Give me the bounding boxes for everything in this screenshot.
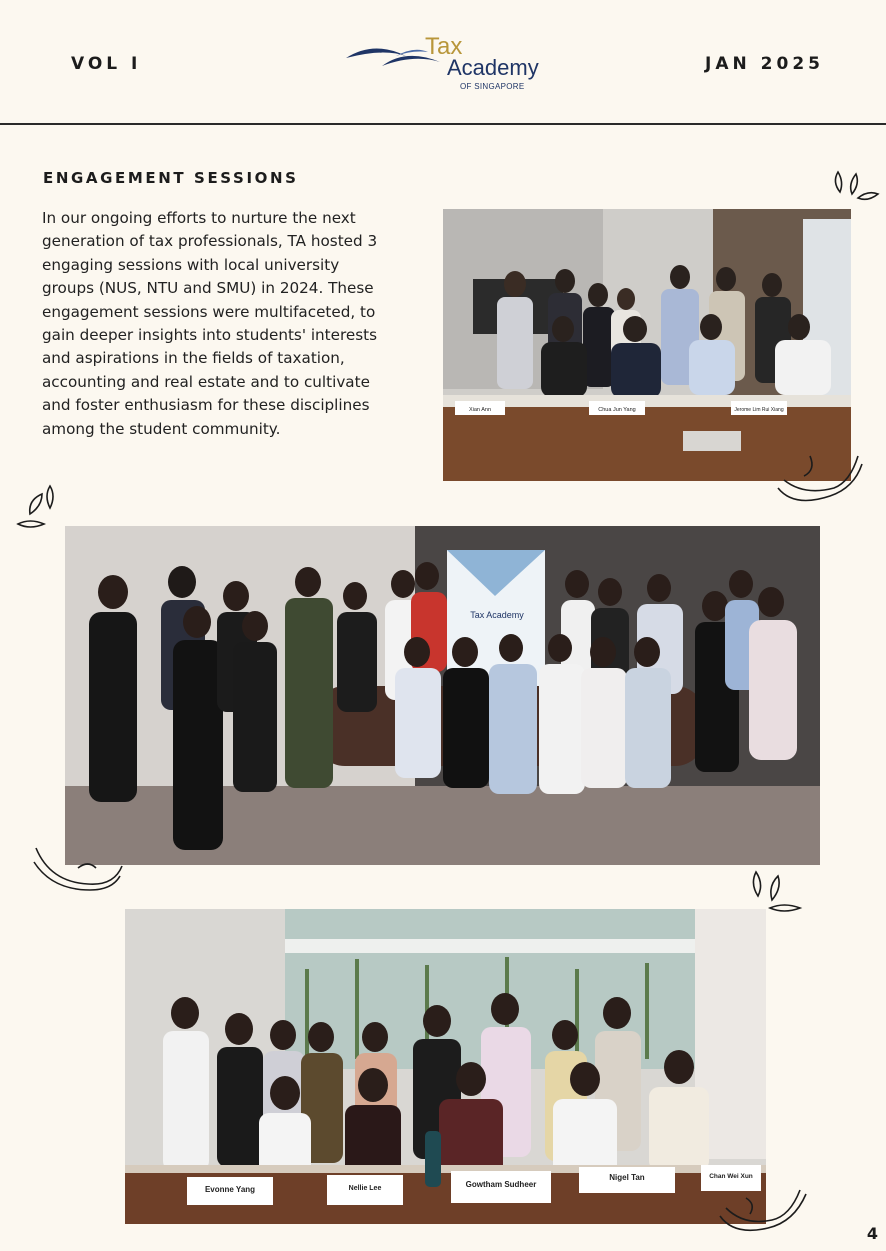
engagement-photo-1 bbox=[443, 209, 851, 481]
engagement-photo-2 bbox=[65, 526, 820, 865]
leaf-doodle-icon bbox=[830, 168, 882, 204]
nameplate-evonne: Evonne Yang bbox=[204, 1185, 256, 1194]
swirl-doodle-icon-2 bbox=[30, 842, 130, 894]
section-title: ENGAGEMENT SESSIONS bbox=[43, 169, 299, 187]
nameplate-gowtham: Gowtham Sudheer bbox=[465, 1180, 537, 1189]
volume-label: VOL I bbox=[71, 54, 142, 74]
nameplate-3: Jerome Lim Rui Xiang bbox=[734, 407, 784, 413]
logo-text-academy: Academy bbox=[447, 55, 539, 80]
nameplate-chan: Chan Wei Xun bbox=[709, 1173, 753, 1180]
nameplate-nigel: Nigel Tan bbox=[609, 1173, 645, 1182]
tax-academy-logo bbox=[344, 34, 544, 94]
logo-text-tax: Tax bbox=[425, 33, 463, 60]
issue-date: JAN 2025 bbox=[705, 54, 824, 74]
header-divider bbox=[0, 123, 886, 125]
page-number: 4 bbox=[866, 1224, 878, 1243]
section-body: In our ongoing efforts to nurture the next generation of tax professionals, TA hosted 3 engaging sessions with local university groups (NUS, NTU and SMU) in 2024. These engagement sessions were multifaceted, to gain deeper insights into students' interests and aspirations in the fields of taxation, accounting and real estate and to cultivate and foster enthusiasm for these disciplines among the student community. bbox=[42, 209, 378, 438]
swirl-doodle-icon-3 bbox=[716, 1186, 812, 1238]
nameplate-nellie: Nellie Lee bbox=[348, 1185, 382, 1192]
banner-logo-text: Tax Academy bbox=[470, 610, 524, 620]
swirl-doodle-icon bbox=[774, 450, 870, 510]
logo-text-singapore: OF SINGAPORE bbox=[460, 82, 525, 91]
engagement-photo-3 bbox=[125, 909, 766, 1224]
nameplate-1: Xian Ann bbox=[468, 407, 492, 413]
leaf-doodle-icon-2 bbox=[14, 484, 60, 532]
leaf-doodle-icon-3 bbox=[748, 868, 804, 916]
nameplate-2: Chua Jun Yang bbox=[598, 407, 636, 413]
